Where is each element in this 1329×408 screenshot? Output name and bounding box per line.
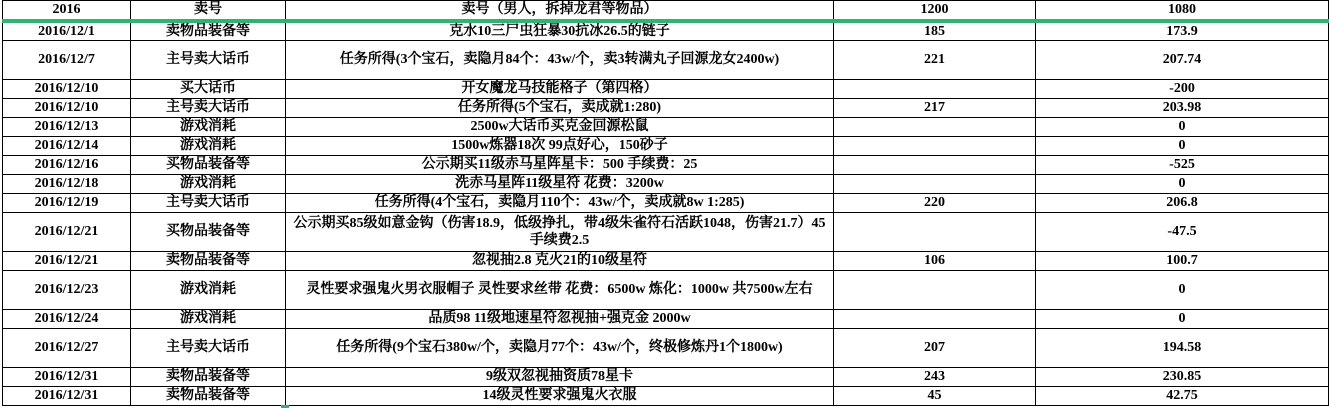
cell-date[interactable]: 2016/12/21 [3, 252, 131, 271]
cell-category[interactable]: 游戏消耗 [131, 310, 286, 329]
cell-value1[interactable] [834, 137, 1036, 156]
table-row [3, 213, 1329, 252]
cell-category[interactable]: 游戏消耗 [131, 118, 286, 137]
header-row [3, 1, 1329, 21]
cell-description[interactable]: 灵性要求强鬼火男衣服帽子 灵性要求丝带 花费：6500w 炼化：1000w 共7500w左右 [286, 271, 834, 310]
cell-value1[interactable] [834, 213, 1036, 252]
cell-value2[interactable]: 42.75 [1036, 387, 1329, 406]
cell-value1[interactable] [834, 175, 1036, 194]
cell-date[interactable]: 2016/12/27 [3, 329, 131, 368]
cell-category[interactable]: 主号卖大话币 [131, 99, 286, 118]
cell-category[interactable]: 买物品装备等 [131, 156, 286, 175]
cell-description[interactable]: 公示期买85级如意金钩（伤害18.9，低级挣扎，带4级朱雀符石活跃1048，伤害21.7）45 手续费2.5 [286, 213, 834, 252]
cell-date[interactable]: 2016/12/23 [3, 271, 131, 310]
cell-value2[interactable]: 230.85 [1036, 368, 1329, 387]
table-row [3, 118, 1329, 137]
cell-value1[interactable]: 217 [834, 99, 1036, 118]
cell-description[interactable]: 任务所得(5个宝石，卖成就1:280) [286, 99, 834, 118]
cell-date[interactable]: 2016/12/7 [3, 41, 131, 80]
cell-date[interactable]: 2016/12/24 [3, 310, 131, 329]
cell-description[interactable]: 任务所得(4个宝石，卖隐月110个：43w/个，卖成就8w 1:285) [286, 194, 834, 213]
header-cell-category[interactable]: 卖号 [131, 1, 286, 21]
cell-description[interactable]: 洗赤马星阵11级星符 花费：3200w [286, 175, 834, 194]
cell-value2[interactable]: 100.7 [1036, 252, 1329, 271]
table-row [3, 194, 1329, 213]
cell-category[interactable]: 游戏消耗 [131, 271, 286, 310]
cell-category[interactable]: 游戏消耗 [131, 175, 286, 194]
cell-value1[interactable]: 106 [834, 252, 1036, 271]
cell-description[interactable]: 忽视抽2.8 克火21的10级星符 [286, 252, 834, 271]
header-cell-value2[interactable]: 1080 [1036, 1, 1329, 21]
cell-description[interactable]: 克水10三尸虫狂暴30抗冰26.5的链子 [286, 21, 834, 41]
cell-description[interactable]: 9级双忽视抽资质78星卡 [286, 368, 834, 387]
table-row [3, 41, 1329, 80]
table-row [3, 99, 1329, 118]
table-row [3, 156, 1329, 175]
cell-value1[interactable]: 243 [834, 368, 1036, 387]
cell-value2[interactable]: 0 [1036, 175, 1329, 194]
cell-category[interactable]: 卖物品装备等 [131, 252, 286, 271]
cell-date[interactable]: 2016/12/10 [3, 80, 131, 99]
cell-category[interactable]: 卖物品装备等 [131, 21, 286, 41]
cell-value1[interactable]: 185 [834, 21, 1036, 41]
cell-value2[interactable]: 203.98 [1036, 99, 1329, 118]
cell-date[interactable]: 2016/12/31 [3, 387, 131, 406]
table-row [3, 368, 1329, 387]
cell-value2[interactable]: 0 [1036, 118, 1329, 137]
cell-value1[interactable] [834, 310, 1036, 329]
cell-category[interactable]: 游戏消耗 [131, 137, 286, 156]
cell-date[interactable]: 2016/12/21 [3, 213, 131, 252]
cell-category[interactable]: 主号卖大话币 [131, 194, 286, 213]
cell-value2[interactable]: -200 [1036, 80, 1329, 99]
cell-date[interactable]: 2016/12/19 [3, 194, 131, 213]
table-row [3, 252, 1329, 271]
cell-description[interactable]: 2500w大话币买克金回源松鼠 [286, 118, 834, 137]
cell-description[interactable]: 1500w炼器18次 99点好心，150砂子 [286, 137, 834, 156]
cell-value1[interactable]: 220 [834, 194, 1036, 213]
table-row [3, 387, 1329, 406]
cell-value2[interactable]: -47.5 [1036, 213, 1329, 252]
cell-date[interactable]: 2016/12/18 [3, 175, 131, 194]
cell-category[interactable]: 买物品装备等 [131, 213, 286, 252]
cell-category[interactable]: 卖物品装备等 [131, 368, 286, 387]
cell-value2[interactable]: 173.9 [1036, 21, 1329, 41]
cell-value2[interactable]: 0 [1036, 137, 1329, 156]
cell-category[interactable]: 卖物品装备等 [131, 387, 286, 406]
cell-category[interactable]: 买大话币 [131, 80, 286, 99]
cell-description[interactable]: 开女魔龙马技能格子（第四格） [286, 80, 834, 99]
cell-category[interactable]: 主号卖大话币 [131, 329, 286, 368]
table-body [3, 21, 1329, 406]
table-row [3, 310, 1329, 329]
table-row [3, 329, 1329, 368]
header-cell-year[interactable]: 2016 [3, 1, 131, 21]
cell-value1[interactable] [834, 80, 1036, 99]
cell-value2[interactable]: -525 [1036, 156, 1329, 175]
table-row [3, 21, 1329, 41]
table-row [3, 137, 1329, 156]
cell-description[interactable]: 品质98 11级地速星符忽视抽+强克金 2000w [286, 310, 834, 329]
cell-value1[interactable] [834, 118, 1036, 137]
table-row [3, 80, 1329, 99]
cell-description[interactable]: 公示期买11级赤马星阵星卡：500 手续费：25 [286, 156, 834, 175]
cell-value2[interactable]: 207.74 [1036, 41, 1329, 80]
cell-value2[interactable]: 0 [1036, 271, 1329, 310]
table-row [3, 271, 1329, 310]
table-row [3, 175, 1329, 194]
cell-value1[interactable] [834, 156, 1036, 175]
cell-date[interactable]: 2016/12/10 [3, 99, 131, 118]
cell-date[interactable]: 2016/12/1 [3, 21, 131, 41]
cell-value1[interactable]: 45 [834, 387, 1036, 406]
cell-date[interactable]: 2016/12/16 [3, 156, 131, 175]
cell-description[interactable]: 任务所得(3个宝石，卖隐月84个：43w/个，卖3转满丸子回源龙女2400w) [286, 41, 834, 80]
cell-value1[interactable]: 207 [834, 329, 1036, 368]
cell-value1[interactable]: 221 [834, 41, 1036, 80]
cell-value2[interactable]: 194.58 [1036, 329, 1329, 368]
cell-description[interactable]: 任务所得(9个宝石380w/个，卖隐月77个：43w/个，终极修炼丹1个1800w) [286, 329, 834, 368]
cell-description[interactable]: 14级灵性要求强鬼火衣服 [286, 387, 834, 406]
cell-date[interactable]: 2016/12/14 [3, 137, 131, 156]
header-cell-description[interactable]: 卖号（男人，拆掉龙君等物品） [286, 1, 834, 21]
cell-date[interactable]: 2016/12/13 [3, 118, 131, 137]
cell-value2[interactable]: 0 [1036, 310, 1329, 329]
ledger-table [2, 0, 1329, 406]
cell-value1[interactable] [834, 271, 1036, 310]
cell-value2[interactable]: 206.8 [1036, 194, 1329, 213]
cell-date[interactable]: 2016/12/31 [3, 368, 131, 387]
header-cell-value1[interactable]: 1200 [834, 1, 1036, 21]
cell-category[interactable]: 主号卖大话币 [131, 41, 286, 80]
